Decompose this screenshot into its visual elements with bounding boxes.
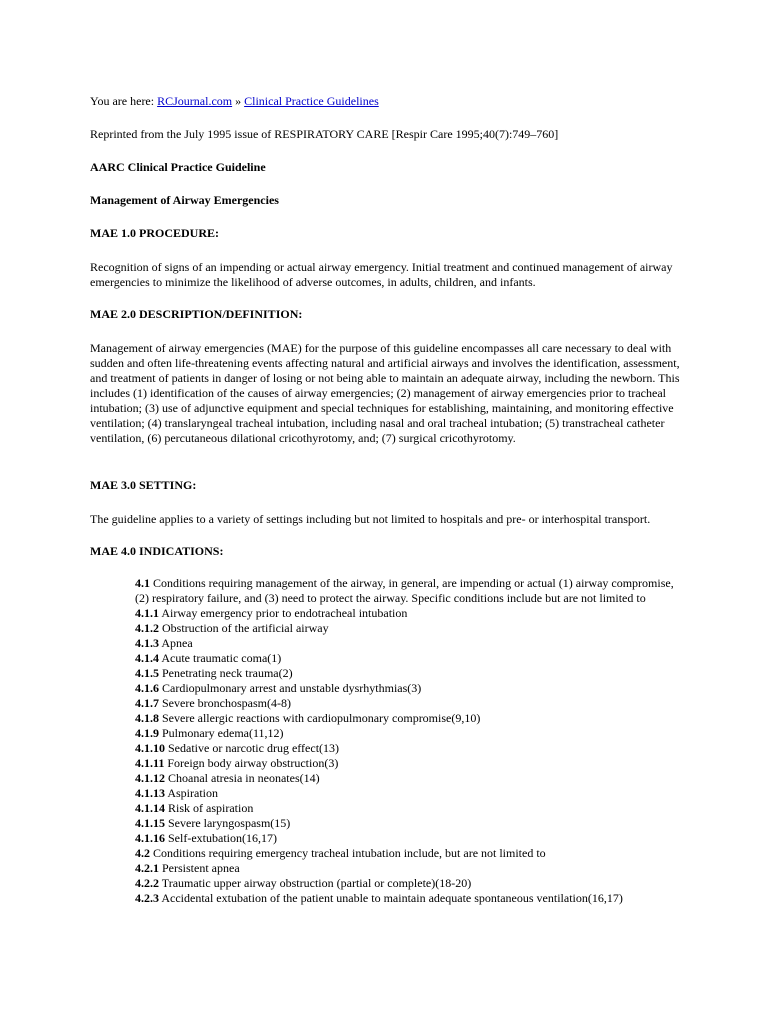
- setting-body: The guideline applies to a variety of settings including but not limited to hospitals and pre- or interhospital transport.: [90, 512, 651, 526]
- procedure-body: Recognition of signs of an impending or actual airway emergency. Initial treatment and continued management of airway emergencies to minimize the likelihood of adverse outcomes, in adults, children, and infants.: [90, 260, 673, 289]
- breadcrumb-section-link[interactable]: Clinical Practice Guidelines: [244, 94, 379, 108]
- list-item: [135, 891, 685, 906]
- list-item: [135, 606, 685, 621]
- list-item: [135, 741, 685, 756]
- setting-heading: MAE 3.0 SETTING:: [90, 478, 197, 492]
- item-text: Cardiopulmonary arrest and unstable dysrhythmias(3): [159, 681, 422, 695]
- list-item: [135, 576, 685, 606]
- item-text: Pulmonary edema(11,12): [159, 726, 284, 740]
- item-text: Choanal atresia in neonates(14): [165, 771, 320, 785]
- page-title: Management of Airway Emergencies: [90, 193, 279, 207]
- item-number: 4.1.5: [135, 666, 159, 680]
- item-number: 4.2.2: [135, 876, 159, 890]
- list-item: [135, 861, 685, 876]
- item-text: Apnea: [159, 636, 193, 650]
- list-item: [135, 831, 685, 846]
- item-text: Conditions requiring management of the airway, in general, are impending or actual (1) airway compromise, (2) respiratory failure, and (3) need to protect the airway. Specific conditions include but are not limited to: [135, 576, 674, 605]
- list-item: [135, 846, 685, 861]
- item-text: Aspiration: [165, 786, 218, 800]
- item-number: 4.1.2: [135, 621, 159, 635]
- guideline-label: AARC Clinical Practice Guideline: [90, 160, 266, 174]
- item-text: Penetrating neck trauma(2): [159, 666, 293, 680]
- list-item: [135, 816, 685, 831]
- item-text: Severe allergic reactions with cardiopulmonary compromise(9,10): [159, 711, 481, 725]
- item-text: Self-extubation(16,17): [165, 831, 277, 845]
- item-number: 4.1.7: [135, 696, 159, 710]
- indications-list: [135, 576, 685, 906]
- list-item: [135, 756, 685, 771]
- item-text: Risk of aspiration: [165, 801, 254, 815]
- description-heading: MAE 2.0 DESCRIPTION/DEFINITION:: [90, 307, 303, 321]
- list-item: [135, 876, 685, 891]
- list-item: [135, 801, 685, 816]
- item-text: Airway emergency prior to endotracheal intubation: [159, 606, 408, 620]
- list-item: [135, 681, 685, 696]
- item-text: Traumatic upper airway obstruction (partial or complete)(18-20): [159, 876, 472, 890]
- breadcrumb: [90, 94, 379, 109]
- item-number: 4.1.6: [135, 681, 159, 695]
- item-number: 4.1.12: [135, 771, 165, 785]
- item-text: Acute traumatic coma(1): [159, 651, 282, 665]
- reprint-note: Reprinted from the July 1995 issue of RESPIRATORY CARE [Respir Care 1995;40(7):749–760]: [90, 127, 559, 141]
- item-text: Foreign body airway obstruction(3): [164, 756, 339, 770]
- item-number: 4.1.14: [135, 801, 165, 815]
- item-number: 4.1.3: [135, 636, 159, 650]
- list-item: [135, 666, 685, 681]
- item-number: 4.1.9: [135, 726, 159, 740]
- item-text: Accidental extubation of the patient unable to maintain adequate spontaneous ventilation(16,17): [159, 891, 623, 905]
- item-text: Obstruction of the artificial airway: [159, 621, 329, 635]
- item-text: Persistent apnea: [159, 861, 240, 875]
- list-item: [135, 786, 685, 801]
- list-item: [135, 621, 685, 636]
- breadcrumb-separator: »: [232, 94, 245, 108]
- list-item: [135, 726, 685, 741]
- item-number: 4.1.16: [135, 831, 165, 845]
- item-number: 4.2: [135, 846, 150, 860]
- item-number: 4.1.13: [135, 786, 165, 800]
- item-number: 4.2.1: [135, 861, 159, 875]
- breadcrumb-prefix: You are here:: [90, 94, 158, 108]
- item-number: 4.2.3: [135, 891, 159, 905]
- item-text: Severe bronchospasm(4-8): [159, 696, 291, 710]
- list-item: [135, 711, 685, 726]
- indications-heading: MAE 4.0 INDICATIONS:: [90, 544, 224, 558]
- item-number: 4.1.1: [135, 606, 159, 620]
- item-number: 4.1.4: [135, 651, 159, 665]
- item-text: Severe laryngospasm(15): [165, 816, 291, 830]
- item-text: Conditions requiring emergency tracheal intubation include, but are not limited to: [150, 846, 546, 860]
- procedure-heading: MAE 1.0 PROCEDURE:: [90, 226, 219, 240]
- breadcrumb-home-link[interactable]: RCJournal.com: [157, 94, 233, 108]
- item-number: 4.1.15: [135, 816, 165, 830]
- description-body: Management of airway emergencies (MAE) for the purpose of this guideline encompasses all care necessary to deal with sudden and often life-threatening events affecting natural and artificial airways and involves the identification, assessment, and treatment of patients in danger of losing or not being able to maintain an adequate airway, including the newborn. This includes (1) identification of the causes of airway emergencies; (2) management of airway emergencies prior to tracheal intubation; (3) use of adjunctive equipment and special techniques for establishing, maintaining, and monitoring effective ventilation; (4) translaryngeal tracheal intubation, including nasal and oral tracheal intubation; (5) transtracheal catheter ventilation, (6) percutaneous dilational cricothyrotomy, and; (7) surgical cricothyrotomy.: [90, 341, 680, 445]
- item-number: 4.1.8: [135, 711, 159, 725]
- item-number: 4.1: [135, 576, 150, 590]
- list-item: [135, 651, 685, 666]
- item-number: 4.1.10: [135, 741, 165, 755]
- item-text: Sedative or narcotic drug effect(13): [165, 741, 340, 755]
- list-item: [135, 636, 685, 651]
- item-number: 4.1.11: [135, 756, 165, 770]
- list-item: [135, 696, 685, 711]
- list-item: [135, 771, 685, 786]
